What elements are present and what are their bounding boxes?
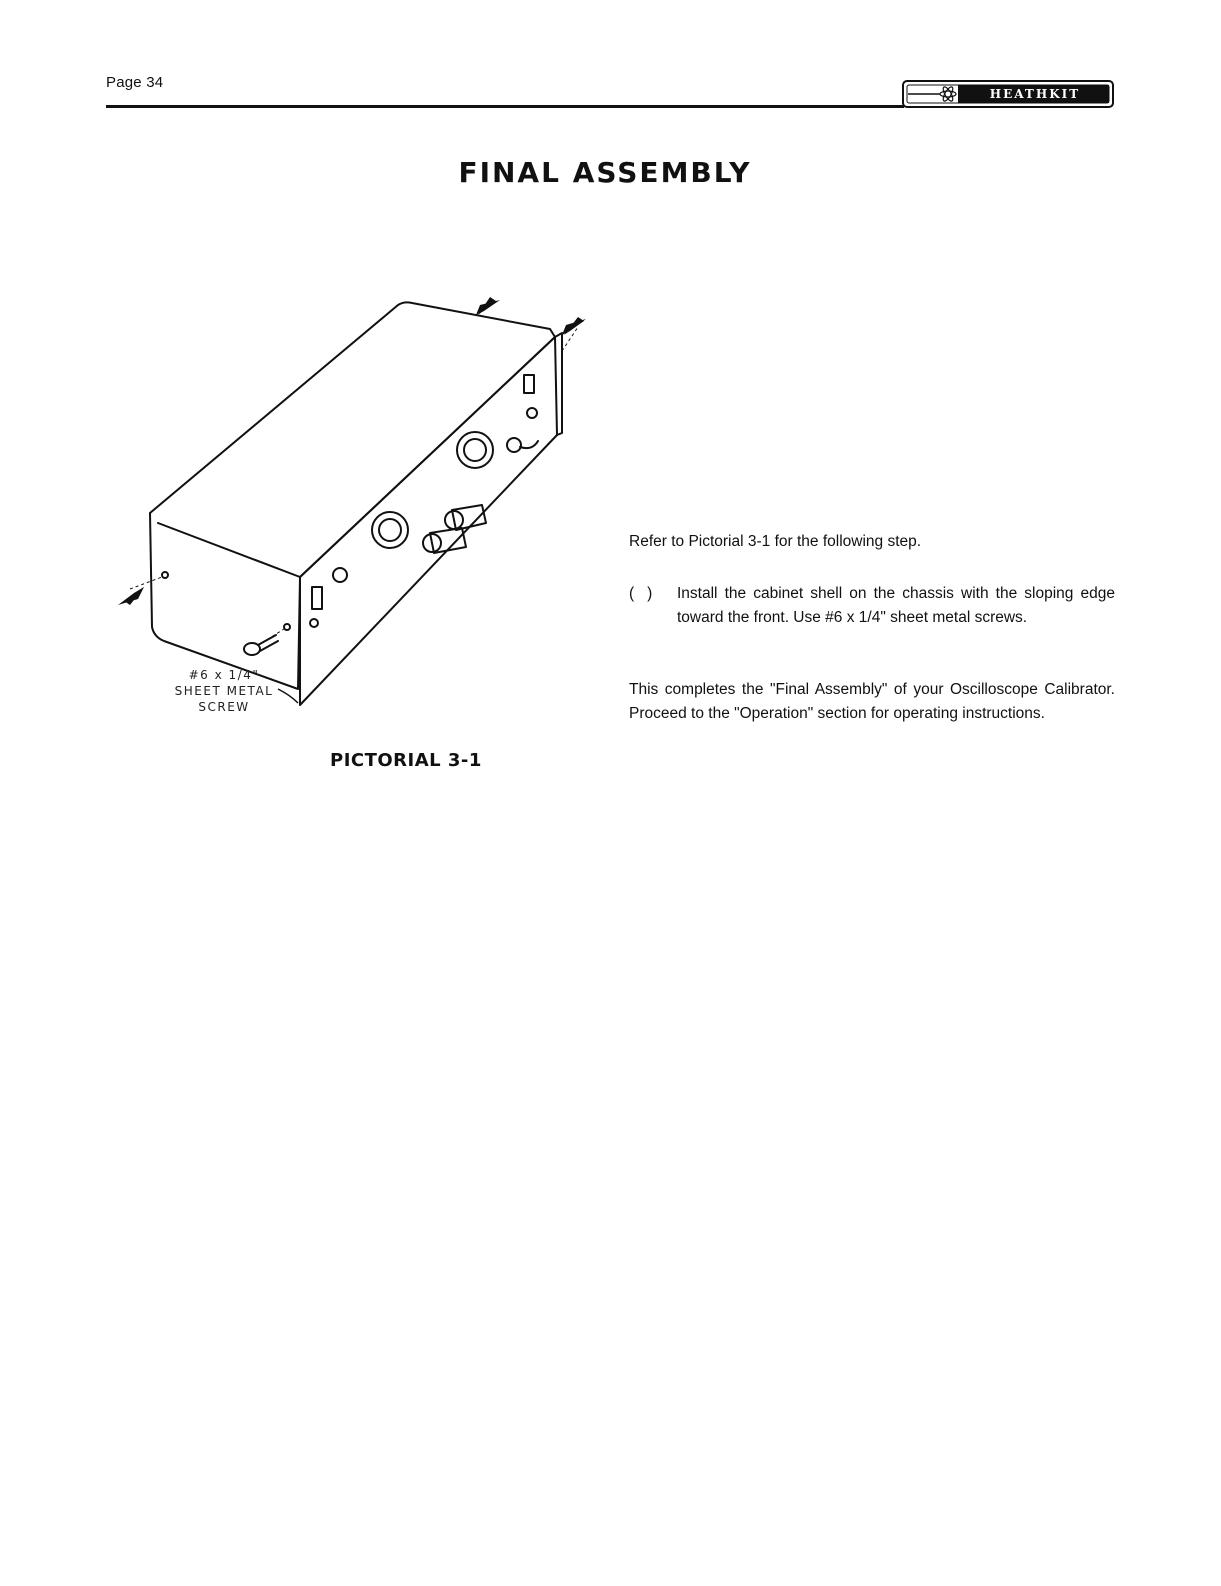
brand-logo	[902, 80, 1114, 108]
callout-line: SCREW	[198, 700, 250, 714]
step-text: Install the cabinet shell on the chassis with the sloping edge toward the front. Use #6 x 1/4" sheet metal screws.	[677, 585, 1115, 626]
callout-line: #6 x 1/4"	[188, 668, 260, 682]
figure-caption: PICTORIAL 3-1	[330, 750, 482, 771]
section-title: FINAL ASSEMBLY	[458, 156, 752, 189]
intro-paragraph: Refer to Pictorial 3-1 for the following step.	[629, 533, 922, 550]
assembly-step	[629, 582, 1115, 630]
cabinet-illustration	[100, 285, 600, 725]
callout-line: SHEET METAL	[174, 684, 274, 698]
pictorial-figure	[100, 285, 600, 725]
brand-wordmark: HEATHKIT	[989, 87, 1081, 101]
screw-callout	[164, 667, 284, 715]
closing-paragraph: This completes the "Final Assembly" of your Oscilloscope Calibrator. Proceed to the "Operation" section for operating instructions.	[629, 681, 1115, 722]
page-number: Page 34	[106, 74, 164, 91]
step-checkbox[interactable]: ( )	[629, 585, 653, 602]
header-rule	[106, 105, 904, 108]
